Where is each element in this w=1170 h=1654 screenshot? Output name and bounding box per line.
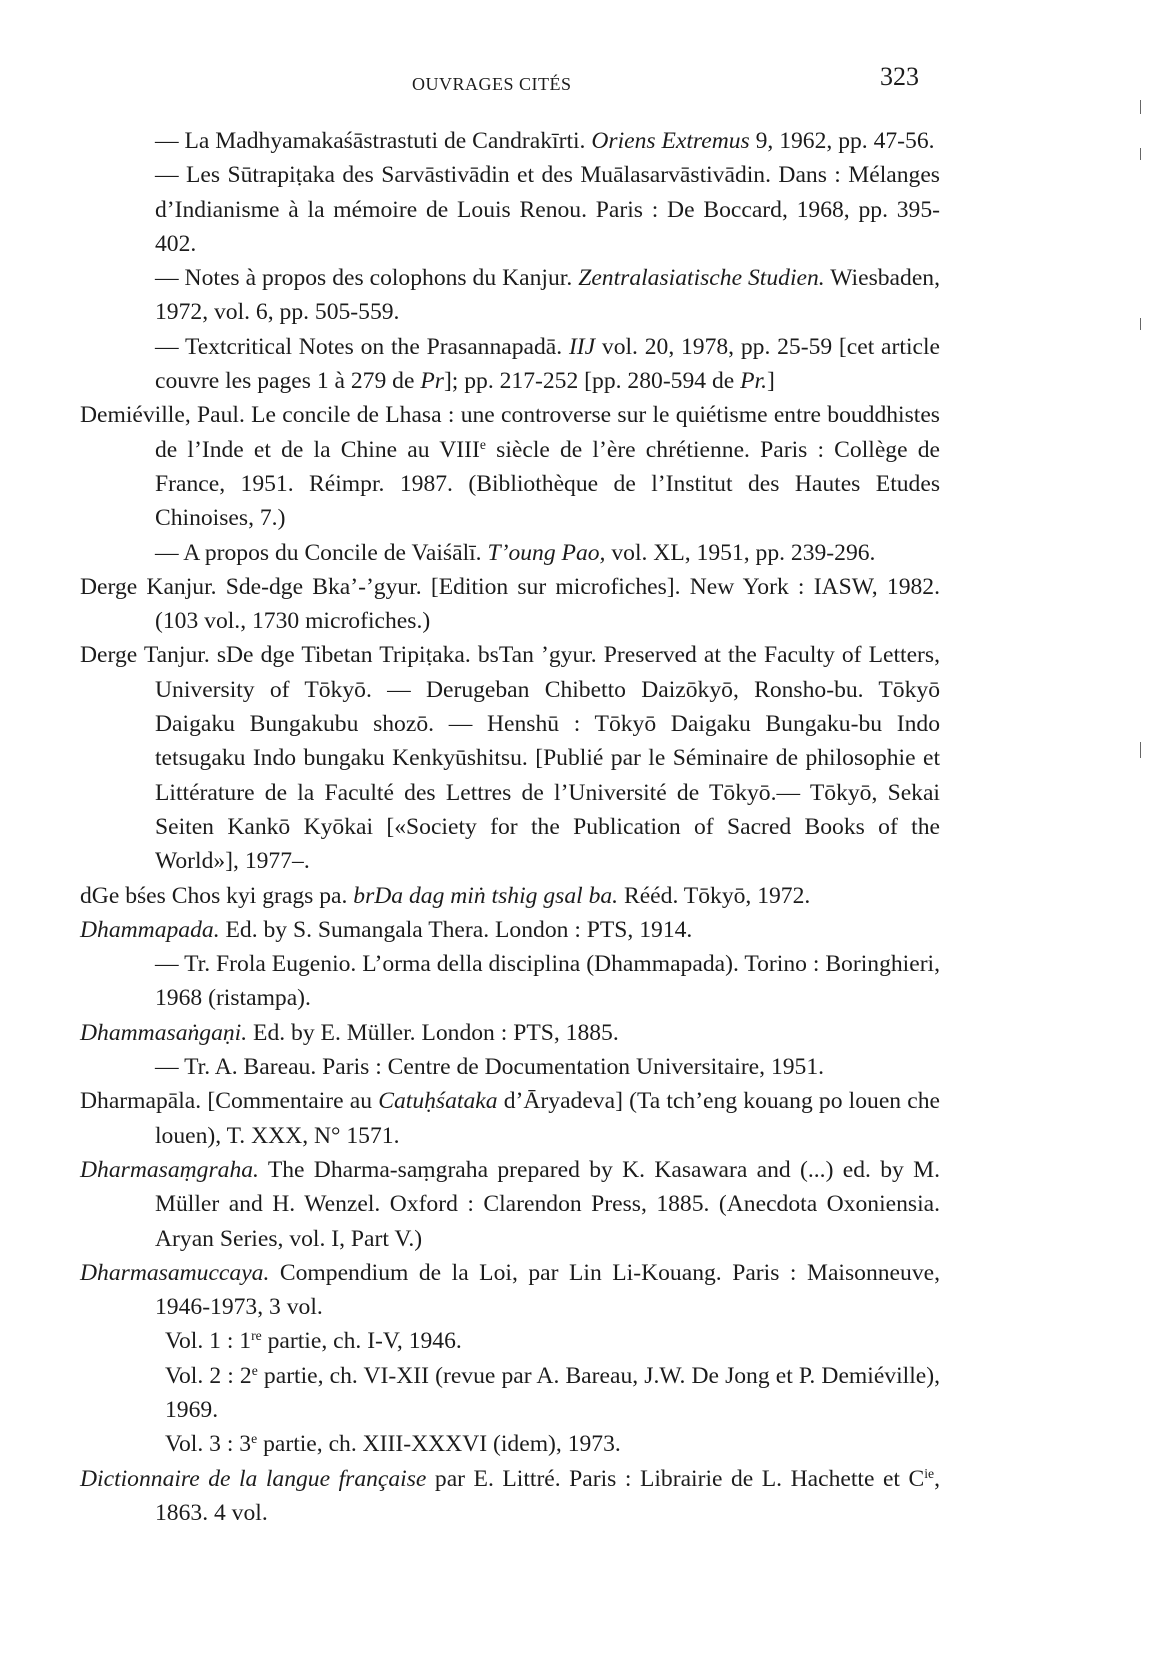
bibliography-entry: Demiéville, Paul. Le concile de Lhasa : une controverse sur le quiétisme entre bouddhistes de l’Inde et de la Chine au VIIIe siècle de l’ère chrétienne. Paris : Collège de France, 1951. Réimpr. 1987. (Bibliothèque de l’Institut des Hautes Etudes Chinoises, 7.)	[80, 402, 941, 532]
bibliography-entry: — Tr. Frola Eugenio. L’orma della disciplina (Dhammapada). Torino : Boringhieri, 1968 (ristampa).	[155, 951, 940, 1012]
bibliography-entries	[80, 124, 940, 1530]
scan-mark	[1140, 148, 1141, 160]
bibliography-entry: Dhammasaṅgaṇi. Ed. by E. Müller. London : PTS, 1885.	[80, 1019, 619, 1046]
margin-scan-marks	[1136, 60, 1148, 820]
page-header	[0, 62, 1170, 102]
bibliography-entry: Derge Kanjur. Sde-dge Bka’-’gyur. [Edition sur microfiches]. New York : IASW, 1982. (103 vol., 1730 microfiches.)	[80, 573, 940, 635]
scan-mark	[1140, 100, 1141, 114]
bibliography-entry: — La Madhyamakaśāstrastuti de Candrakīrti. Oriens Extremus 9, 1962, pp. 47-56.	[155, 128, 935, 154]
page-number: 323	[880, 62, 919, 91]
bibliography-entry: — Textcritical Notes on the Prasannapadā. IIJ vol. 20, 1978, pp. 25-59 [cet article couvre les pages 1 à 279 de Pr]; pp. 217-252 [pp. 280-594 de Pr.]	[155, 333, 940, 395]
bibliography-entry: Derge Tanjur. sDe dge Tibetan Tripiṭaka. bsTan ’gyur. Preserved at the Faculty of Letters, University of Tōkyō. — Derugeban Chibetto Daizōkyō, Ronsho-bu. Tōkyō Daigaku Bungakubu shozō. — Henshū : Tōkyō Daigaku Bungaku-bu Indo tetsugaku Indo bungaku Kenkyūshitsu. [Publié par le Séminaire de philosophie et Littérature de la Faculté des Lettres de l’Université de Tōkyō.— Tōkyō, Sekai Seiten Kankō Kyōkai [«Society for the Publication of Sacred Books of the World»], 1977–.	[80, 642, 940, 875]
bibliography-entry: — Les Sūtrapiṭaka des Sarvāstivādin et des Muālasarvāstivādin. Dans : Mélanges d’Indianisme à la mémoire de Louis Renou. Paris : De Boccard, 1968, pp. 395-402.	[155, 162, 940, 257]
bibliography-entry: Dictionnaire de la langue française par E. Littré. Paris : Librairie de L. Hachette et $C^{ie}$, 1863. 4 vol.	[80, 1465, 940, 1526]
bibliography-entry: — Notes à propos des colophons du Kanjur. Zentralasiatische Studien. Wiesbaden, 1972, vol. 6, pp. 505-559.	[155, 265, 940, 326]
bibliography-entry: Dharmasamuccaya. Compendium de la Loi, par Lin Li-Kouang. Paris : Maisonneuve, 1946-1973, 3 vol.	[80, 1259, 940, 1321]
scan-mark	[1140, 742, 1141, 758]
scan-mark	[1140, 318, 1141, 330]
bibliography-entry: — A propos du Concile de Vaiśālī. T’oung Pao, vol. XL, 1951, pp. 239-296.	[155, 539, 876, 566]
bibliography-entry: Dhammapada. Ed. by S. Sumangala Thera. London : PTS, 1914.	[80, 916, 693, 943]
bibliography-entry: Dharmapāla. [Commentaire au Catuḥśataka d’Āryadeva] (Ta tch’eng kouang po louen che louen), T. XXX, N° 1571.	[80, 1088, 941, 1149]
running-title: OUVRAGES CITÉS	[412, 74, 572, 94]
bibliography-entry: — Tr. A. Bareau. Paris : Centre de Documentation Universitaire, 1951.	[155, 1054, 825, 1081]
bibliography-subentry: Vol. 3 : 3e partie, ch. XIII-XXXVI (idem), 1973.	[165, 1431, 621, 1458]
bibliography-entry: Dharmasaṃgraha. The Dharma-saṃgraha prepared by K. Kasawara and (...) ed. by M. Müller and H. Wenzel. Oxford : Clarendon Press, 1885. (Anecdota Oxoniensia. Aryan Series, vol. I, Part V.)	[80, 1156, 940, 1252]
bibliography-entry: dGe bśes Chos kyi grags pa. brDa dag miṅ tshig gsal ba. Rééd. Tōkyō, 1972.	[80, 882, 811, 909]
bibliography-subentry: Vol. 2 : 2e partie, ch. VI-XII (revue par A. Bareau, J.W. De Jong et P. Demiéville), 1969.	[165, 1362, 940, 1423]
bibliography-subentry: Vol. 1 : 1re partie, ch. I-V, 1946.	[165, 1328, 462, 1355]
